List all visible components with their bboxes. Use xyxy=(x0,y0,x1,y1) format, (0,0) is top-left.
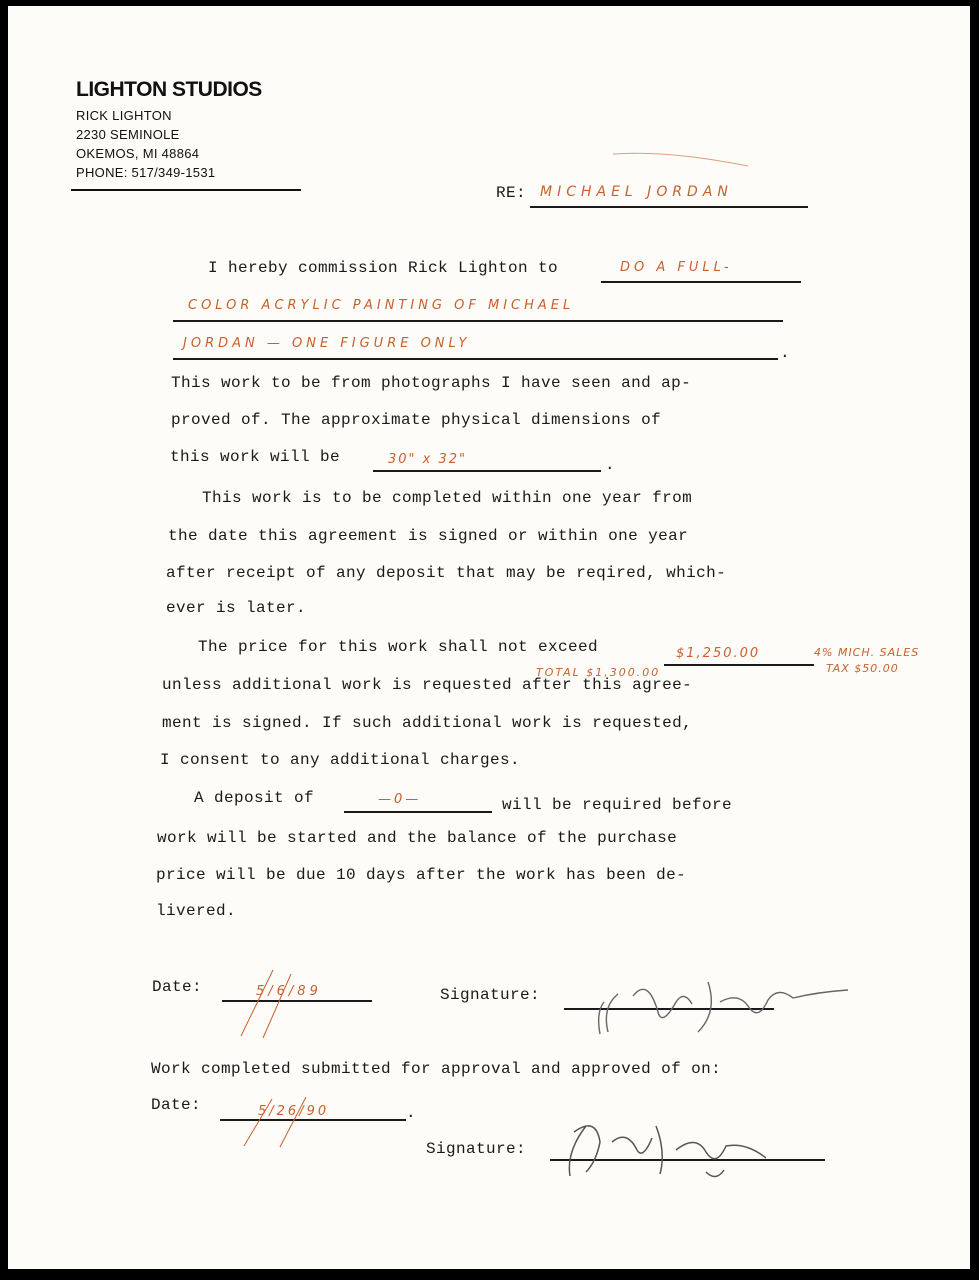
price-tax-2: TAX $50.00 xyxy=(826,662,899,675)
deposit-underline xyxy=(344,811,492,813)
commission-fill-1: DO A FULL- xyxy=(620,260,733,275)
completed-date-value: 5/26/90 xyxy=(258,1104,330,1119)
pen-stroke-decoration xyxy=(608,146,758,176)
sign-1-date-slashes xyxy=(233,966,293,1041)
sign-1-date-value: 5/6/89 xyxy=(256,984,322,999)
completion-line-4: ever is later. xyxy=(166,599,307,617)
deposit-tail: will be required before xyxy=(502,796,733,814)
completed-signature-label: Signature: xyxy=(426,1140,527,1158)
letterhead-phone: PHONE: 517/349-1531 xyxy=(76,165,216,180)
deposit-line-4: livered. xyxy=(156,902,237,920)
completion-line-2: the date this agreement is signed or within one year xyxy=(168,527,689,545)
letterhead xyxy=(76,78,262,182)
deposit-lead: A deposit of xyxy=(194,789,315,807)
signature-mark-1 xyxy=(588,972,858,1042)
contract-page xyxy=(8,6,970,1269)
deposit-line-3: price will be due 10 days after the work has been de- xyxy=(156,866,687,884)
sign-1-signature-label: Signature: xyxy=(440,986,541,1004)
dimensions-underline xyxy=(373,470,601,472)
price-underline xyxy=(664,664,814,666)
deposit-value: —0— xyxy=(378,792,422,807)
price-line-3: ment is signed. If such additional work is requested, xyxy=(162,714,693,732)
dimensions-line-1: This work to be from photographs I have seen and ap- xyxy=(171,374,692,392)
price-tax-1: 4% MICH. SALES xyxy=(814,646,920,659)
re-label: RE: xyxy=(496,184,527,202)
completion-line-1: This work is to be completed within one year from xyxy=(202,489,693,507)
commission-fill-3: JORDAN — ONE FIGURE ONLY xyxy=(183,336,471,351)
commission-underline-1 xyxy=(601,281,801,283)
commission-fill-2: COLOR ACRYLIC PAINTING OF MICHAEL xyxy=(188,298,575,313)
re-underline xyxy=(530,206,808,208)
studio-name: LIGHTON STUDIOS xyxy=(76,78,262,101)
commission-underline-2 xyxy=(173,320,783,322)
letterhead-name: RICK LIGHTON xyxy=(76,108,172,123)
completed-period: . xyxy=(406,1104,417,1122)
letterhead-street: 2230 SEMINOLE xyxy=(76,127,180,142)
re-value: MICHAEL JORDAN xyxy=(540,184,733,200)
deposit-line-2: work will be started and the balance of the purchase xyxy=(157,829,678,847)
commission-period: . xyxy=(780,344,791,362)
completed-date-slashes xyxy=(236,1091,316,1151)
signature-mark-2 xyxy=(556,1112,796,1187)
dimensions-line-3: this work will be xyxy=(170,448,341,466)
completed-line: Work completed submitted for approval and approved of on: xyxy=(151,1060,722,1078)
price-line-1: The price for this work shall not exceed xyxy=(198,638,599,656)
price-line-2: unless additional work is requested after this agree- xyxy=(162,676,693,694)
completion-line-3: after receipt of any deposit that may be reqired, which- xyxy=(166,564,727,582)
price-total: TOTAL $1,300.00 xyxy=(536,666,661,679)
letterhead-city: OKEMOS, MI 48864 xyxy=(76,146,200,161)
dimensions-value: 30" x 32" xyxy=(388,452,468,467)
price-line-4: I consent to any additional charges. xyxy=(160,751,521,769)
letterhead-divider xyxy=(71,189,301,191)
completed-date-label: Date: xyxy=(151,1096,202,1114)
dimensions-line-2: proved of. The approximate physical dimensions of xyxy=(171,411,662,429)
commission-lead: I hereby commission Rick Lighton to xyxy=(208,259,559,277)
sign-1-date-label: Date: xyxy=(152,978,203,996)
commission-underline-3 xyxy=(173,358,778,360)
price-amount: $1,250.00 xyxy=(676,646,761,661)
dimensions-period: . xyxy=(605,456,616,474)
